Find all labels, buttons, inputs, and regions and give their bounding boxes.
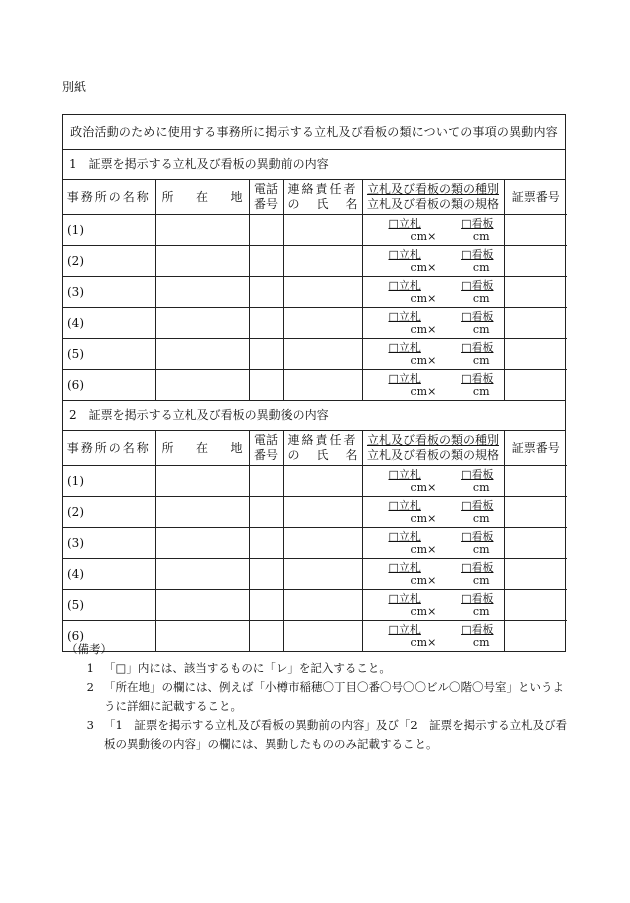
sign-type-options <box>363 217 504 230</box>
attachment-label: 別紙 <box>62 80 87 94</box>
contact-cell[interactable] <box>283 215 362 246</box>
header-contact-line1: 連絡責任者 <box>287 433 358 447</box>
note-number: 2 <box>86 680 94 694</box>
header-office-name: 事務所の名称 <box>63 180 155 215</box>
sign-cell <box>362 590 504 621</box>
kanban-checkbox[interactable]: □看板 <box>461 341 494 354</box>
row-label: (3) <box>63 528 155 559</box>
header-location-char: 所 <box>161 189 174 204</box>
sign-type-options <box>363 592 504 605</box>
table-row <box>63 246 567 277</box>
location-cell[interactable] <box>155 370 249 401</box>
header-sign-type-line: 立札及び看板の類の種別 <box>366 182 499 196</box>
location-cell[interactable] <box>155 246 249 277</box>
table-row <box>63 590 567 621</box>
tatefuda-checkbox[interactable]: □立札 <box>388 341 421 354</box>
cert-no-cell[interactable] <box>504 497 567 528</box>
sign-type-options <box>363 279 504 292</box>
header-location-label <box>156 441 249 456</box>
size-width-unit: cm× <box>410 261 437 274</box>
change-form <box>62 114 566 652</box>
contact-cell[interactable] <box>283 246 362 277</box>
location-cell[interactable] <box>155 215 249 246</box>
cert-no-cell[interactable] <box>504 559 567 590</box>
size-height-unit: cm <box>472 323 490 336</box>
tatefuda-checkbox[interactable]: □立札 <box>388 530 421 543</box>
table-row <box>63 466 567 497</box>
phone-cell[interactable] <box>249 559 283 590</box>
cert-no-cell[interactable] <box>504 308 567 339</box>
header-office-name: 事務所の名称 <box>63 431 155 466</box>
note-text: 「□」内には、該当するものに「レ」を記入すること。 <box>104 661 391 675</box>
header-phone <box>249 431 283 466</box>
row-label: (4) <box>63 308 155 339</box>
sign-type-options <box>363 468 504 481</box>
row-label: (5) <box>63 339 155 370</box>
location-cell[interactable] <box>155 590 249 621</box>
table-row <box>63 497 567 528</box>
sign-cell <box>362 339 504 370</box>
location-cell[interactable] <box>155 497 249 528</box>
header-sign-type <box>362 180 504 215</box>
sign-cell <box>362 466 504 497</box>
note-item <box>62 678 572 716</box>
header-location <box>155 180 249 215</box>
size-height-unit: cm <box>472 512 490 525</box>
contact-cell[interactable] <box>283 370 362 401</box>
sign-size <box>363 481 504 494</box>
phone-cell[interactable] <box>249 308 283 339</box>
sign-type-options <box>363 372 504 385</box>
tatefuda-checkbox[interactable]: □立札 <box>388 561 421 574</box>
table-row <box>63 339 567 370</box>
header-location-char: 所 <box>161 440 174 455</box>
phone-cell[interactable] <box>249 497 283 528</box>
table-body <box>63 466 567 652</box>
size-width-unit: cm× <box>410 543 437 556</box>
contact-cell[interactable] <box>283 559 362 590</box>
sign-type-options <box>363 561 504 574</box>
header-phone-line: 番号 <box>253 197 278 211</box>
size-width-unit: cm× <box>410 230 437 243</box>
location-cell[interactable] <box>155 308 249 339</box>
cert-no-cell[interactable] <box>504 528 567 559</box>
header-contact <box>283 431 362 466</box>
header-contact-char: の <box>287 448 300 462</box>
row-label: (5) <box>63 590 155 621</box>
header-contact-line1: 連絡責任者 <box>287 182 358 196</box>
sign-cell <box>362 277 504 308</box>
header-phone <box>249 180 283 215</box>
location-cell[interactable] <box>155 559 249 590</box>
table-header <box>63 431 567 466</box>
header-phone-line: 電話 <box>253 182 278 196</box>
kanban-checkbox[interactable]: □看板 <box>461 530 494 543</box>
table-row <box>63 559 567 590</box>
table-header <box>63 180 567 215</box>
header-contact-char: の <box>287 197 300 211</box>
kanban-checkbox[interactable]: □看板 <box>461 592 494 605</box>
tatefuda-checkbox[interactable]: □立札 <box>388 372 421 385</box>
header-contact-line2 <box>284 448 362 463</box>
header-location-label <box>156 190 249 205</box>
note-item <box>62 716 572 754</box>
form-title: 政治活動のために使用する事務所に掲示する立札及び看板の類についての事項の異動内容 <box>63 115 565 150</box>
table-row <box>63 308 567 339</box>
contact-cell[interactable] <box>283 590 362 621</box>
kanban-checkbox[interactable]: □看板 <box>461 372 494 385</box>
header-location-char: 地 <box>230 189 243 204</box>
phone-cell[interactable] <box>249 215 283 246</box>
kanban-checkbox[interactable]: □看板 <box>461 310 494 323</box>
sign-size <box>363 512 504 525</box>
cert-no-cell[interactable] <box>504 590 567 621</box>
header-sign-spec-line: 立札及び看板の類の規格 <box>366 448 499 462</box>
sign-cell <box>362 370 504 401</box>
row-label: (4) <box>63 559 155 590</box>
location-cell[interactable] <box>155 466 249 497</box>
size-width-unit: cm× <box>410 605 437 618</box>
sign-cell <box>362 497 504 528</box>
contact-cell[interactable] <box>283 277 362 308</box>
sign-size <box>363 385 504 398</box>
sign-cell <box>362 308 504 339</box>
location-cell[interactable] <box>155 528 249 559</box>
size-height-unit: cm <box>472 292 490 305</box>
size-width-unit: cm× <box>410 323 437 336</box>
tatefuda-checkbox[interactable]: □立札 <box>388 248 421 261</box>
phone-cell[interactable] <box>249 466 283 497</box>
sign-size <box>363 323 504 336</box>
sign-size <box>363 261 504 274</box>
size-width-unit: cm× <box>410 292 437 305</box>
contact-cell[interactable] <box>283 466 362 497</box>
size-height-unit: cm <box>472 574 490 587</box>
size-height-unit: cm <box>472 636 490 649</box>
size-height-unit: cm <box>472 481 490 494</box>
size-width-unit: cm× <box>410 481 437 494</box>
size-height-unit: cm <box>472 261 490 274</box>
phone-cell[interactable] <box>249 528 283 559</box>
note-item <box>62 659 572 678</box>
kanban-checkbox[interactable]: □看板 <box>461 217 494 230</box>
sign-size <box>363 574 504 587</box>
header-location-char: 在 <box>195 189 208 204</box>
table-row <box>63 277 567 308</box>
sign-size <box>363 543 504 556</box>
sign-type-options <box>363 248 504 261</box>
sign-type-options <box>363 530 504 543</box>
kanban-checkbox[interactable]: □看板 <box>461 279 494 292</box>
sign-type-options <box>363 341 504 354</box>
tatefuda-checkbox[interactable]: □立札 <box>388 623 421 636</box>
table-row <box>63 215 567 246</box>
table-after <box>63 431 567 651</box>
sign-cell <box>362 246 504 277</box>
size-width-unit: cm× <box>410 354 437 367</box>
phone-cell[interactable] <box>249 339 283 370</box>
size-height-unit: cm <box>472 543 490 556</box>
header-location-char: 地 <box>230 440 243 455</box>
sign-size <box>363 292 504 305</box>
cert-no-cell[interactable] <box>504 339 567 370</box>
size-height-unit: cm <box>472 230 490 243</box>
section-before-title: 1 証票を掲示する立札及び看板の異動前の内容 <box>63 150 565 180</box>
contact-cell[interactable] <box>283 497 362 528</box>
header-cert-no: 証票番号 <box>504 431 567 466</box>
cert-no-cell[interactable] <box>504 277 567 308</box>
header-contact-label <box>284 182 362 212</box>
row-label: (1) <box>63 466 155 497</box>
kanban-checkbox[interactable]: □看板 <box>461 623 494 636</box>
header-phone-line: 電話 <box>253 433 278 447</box>
table-row <box>63 370 567 401</box>
row-label: (3) <box>63 277 155 308</box>
notes <box>62 640 572 754</box>
kanban-checkbox[interactable]: □看板 <box>461 561 494 574</box>
row-label: (6) <box>63 370 155 401</box>
phone-cell[interactable] <box>249 370 283 401</box>
section-after-title: 2 証票を掲示する立札及び看板の異動後の内容 <box>63 400 565 431</box>
sign-size <box>363 354 504 367</box>
header-contact-char: 氏 <box>316 197 329 211</box>
row-label: (2) <box>63 497 155 528</box>
header-location-char: 在 <box>195 440 208 455</box>
note-text: 「所在地」の欄には、例えば「小樽市稲穂〇丁目〇番〇号〇〇ビル〇階〇号室」というように詳細に記載すること。 <box>104 680 564 713</box>
header-phone-line: 番号 <box>253 448 278 462</box>
table-body <box>63 215 567 401</box>
row-label: (2) <box>63 246 155 277</box>
kanban-checkbox[interactable]: □看板 <box>461 499 494 512</box>
sign-type-options <box>363 310 504 323</box>
header-contact-char: 名 <box>345 197 358 211</box>
note-text: 「1 証票を掲示する立札及び看板の異動前の内容」及び「2 証票を掲示する立札及び看板の異動後の内容」の欄には、異動したもののみ記載すること。 <box>104 718 568 751</box>
tatefuda-checkbox[interactable]: □立札 <box>388 279 421 292</box>
header-sign-type-line: 立札及び看板の類の種別 <box>366 433 499 447</box>
size-width-unit: cm× <box>410 385 437 398</box>
notes-heading: （備考） <box>66 642 112 656</box>
sign-cell <box>362 215 504 246</box>
tatefuda-checkbox[interactable]: □立札 <box>388 592 421 605</box>
header-contact-label <box>284 433 362 463</box>
sign-size <box>363 230 504 243</box>
cert-no-cell[interactable] <box>504 466 567 497</box>
sign-type-options <box>363 499 504 512</box>
header-sign-spec-line: 立札及び看板の類の規格 <box>366 197 499 211</box>
location-cell[interactable] <box>155 277 249 308</box>
size-height-unit: cm <box>472 385 490 398</box>
kanban-checkbox[interactable]: □看板 <box>461 248 494 261</box>
contact-cell[interactable] <box>283 528 362 559</box>
header-contact-line2 <box>284 197 362 212</box>
sign-size <box>363 605 504 618</box>
tatefuda-checkbox[interactable]: □立札 <box>388 217 421 230</box>
tatefuda-checkbox[interactable]: □立札 <box>388 499 421 512</box>
phone-cell[interactable] <box>249 590 283 621</box>
tatefuda-checkbox[interactable]: □立札 <box>388 310 421 323</box>
cert-no-cell[interactable] <box>504 370 567 401</box>
tatefuda-checkbox[interactable]: □立札 <box>388 468 421 481</box>
contact-cell[interactable] <box>283 308 362 339</box>
header-contact <box>283 180 362 215</box>
sign-cell <box>362 528 504 559</box>
header-cert-no: 証票番号 <box>504 180 567 215</box>
size-height-unit: cm <box>472 354 490 367</box>
row-label: (6) <box>63 621 155 652</box>
header-sign-type <box>362 431 504 466</box>
table-row <box>63 528 567 559</box>
location-cell[interactable] <box>155 339 249 370</box>
cert-no-cell[interactable] <box>504 246 567 277</box>
note-number: 3 <box>86 718 94 732</box>
contact-cell[interactable] <box>283 339 362 370</box>
table-before <box>63 180 567 400</box>
size-width-unit: cm× <box>410 512 437 525</box>
cert-no-cell[interactable] <box>504 215 567 246</box>
size-width-unit: cm× <box>410 636 437 649</box>
size-height-unit: cm <box>472 605 490 618</box>
header-contact-char: 氏 <box>316 448 329 462</box>
note-number: 1 <box>86 661 94 675</box>
sign-cell <box>362 559 504 590</box>
header-contact-char: 名 <box>345 448 358 462</box>
header-location <box>155 431 249 466</box>
size-width-unit: cm× <box>410 574 437 587</box>
row-label: (1) <box>63 215 155 246</box>
phone-cell[interactable] <box>249 277 283 308</box>
sign-type-options <box>363 623 504 636</box>
phone-cell[interactable] <box>249 246 283 277</box>
kanban-checkbox[interactable]: □看板 <box>461 468 494 481</box>
